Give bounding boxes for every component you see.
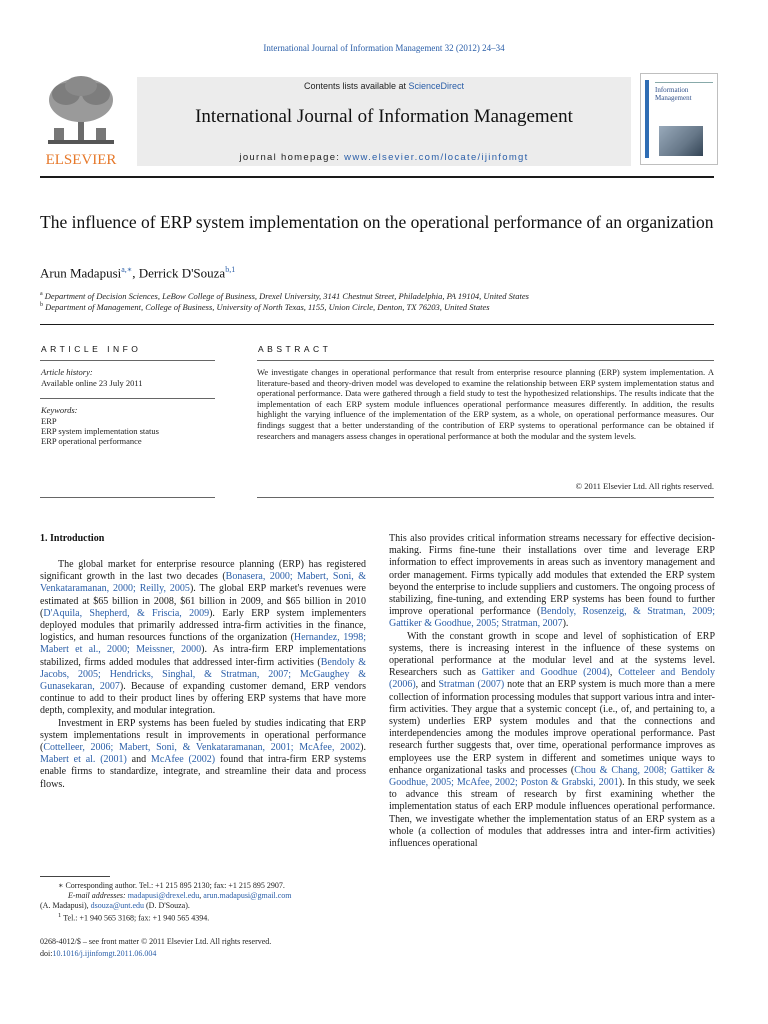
body-paragraph [389, 533, 715, 631]
body-column-right [389, 533, 715, 850]
author-affiliation-marks[interactable]: a,∗ [121, 265, 133, 274]
footnote-mark: ∗ [58, 881, 64, 890]
elsevier-logo [40, 70, 122, 168]
svg-text:ELSEVIER: ELSEVIER [45, 152, 117, 168]
citation-link[interactable]: Stratman (2007) [438, 679, 505, 691]
email-link[interactable]: arun.madapusi@gmail.com [203, 891, 292, 900]
homepage-link[interactable]: www.elsevier.com/locate/ijinfomgt [344, 152, 529, 163]
history-value: Available online 23 July 2011 [41, 378, 143, 388]
contents-prefix: Contents lists available at [303, 81, 409, 91]
doi-line [40, 949, 156, 958]
body-text: With the constant growth in scope and level of sophistication of ERP systems, there is increasing interest in the influence of these systems on operational performance at the modular level and at the systems level. Researchers such as [389, 630, 715, 679]
body-text: This also provides critical information streams necessary for effective decision-making. Firms fine-tune their installations over time and leverage ERP information to effect improvements in areas such as inventory management and order management. Firms typically add modules that extended the ERP system beyond the enterprise to include suppliers and customers. The ongoing process of stabilizing, fine-tuning, and extending ERP systems has been found to further improve operational performance ( [389, 533, 715, 618]
body-column-left [40, 559, 366, 791]
author-name: Arun Madapusi [40, 265, 122, 281]
body-text: and [126, 754, 151, 766]
email-link[interactable]: dsouza@unt.edu [90, 901, 145, 910]
author-initials: (D. D'Souza). [144, 901, 190, 910]
citation-link[interactable]: Gattiker and Goodhue (2004) [481, 667, 610, 679]
doi-prefix: doi: [40, 949, 53, 958]
journal-homepage-line [137, 152, 631, 163]
article-info-rule [40, 360, 215, 361]
citation-link[interactable]: Cottelleer, 2006; Mabert, Soni, & Venkataramanan, 2001; McAfee, 2002 [43, 742, 361, 754]
article-info-heading: ARTICLE INFO [41, 344, 142, 354]
footnote-text: Corresponding author. Tel.: +1 215 895 2130; fax: +1 215 895 2907. [65, 881, 285, 890]
body-text: , [609, 667, 619, 679]
author-affiliation-marks[interactable]: b,1 [225, 265, 236, 274]
article-info-rule [40, 497, 215, 498]
affiliation-text: Department of Management, College of Business, University of North Texas, 1155, Union Circle, Denton, TX 76203, United States [45, 302, 490, 312]
citation-link[interactable]: Bendoly, Rosenzeig, & Stratman, 2009; Gattiker & Goodhue, 2005; Stratman, 2007 [389, 606, 715, 630]
cover-title [655, 86, 715, 102]
journal-title: International Journal of Information Management [195, 106, 573, 127]
journal-cover-thumbnail [640, 73, 718, 165]
author-separator: , [132, 265, 139, 281]
abstract-text: We investigate changes in operational performance that result from enterprise resource planning (ERP) system implementation. A literature-based and theory-driven model was developed to examine the relationship between ERP system implementation status and operational performance. Data were gathered through a field study to test the hypothesized relationships. The results indicate that the implementation of each ERP system module influences operational performance measures differently. In addition, the results highlight the varying influence of the implementation of the ERP system, as a whole, on operational performance measures. Our findings suggest that a better understanding of the contribution of ERP systems to operational performance can be obtained if researchers and managers assess changes in operational performance at both the modular and the system levels. [257, 367, 714, 441]
doi-link[interactable]: 10.1016/j.ijinfomgt.2011.06.004 [52, 949, 157, 958]
header-rule [40, 176, 714, 178]
citation-link[interactable]: Hernandez, 1998; Mabert et al., 2000; Meissner, 2000 [40, 632, 366, 656]
body-text: ). As intra-firm ERP implementations stabilized, firms added modules that addressed inter-firm activities ( [40, 644, 366, 668]
cover-rule [655, 82, 713, 83]
citation-link[interactable]: McAfee (2002) [150, 754, 216, 766]
author-list [40, 265, 235, 281]
homepage-prefix: journal homepage: [239, 152, 345, 163]
journal-reference[interactable]: International Journal of Information Management 32 (2012) 24–34 [263, 43, 505, 53]
affiliation-a [40, 291, 529, 301]
body-text: ). [360, 742, 366, 754]
paper-title: The influence of ERP system implementation on the operational performance of an organization [40, 212, 714, 232]
title-rule [40, 324, 714, 325]
abstract-copyright: © 2011 Elsevier Ltd. All rights reserved. [575, 481, 714, 491]
email-label: E-mail addresses: [68, 891, 126, 900]
citation-link[interactable]: Bendoly & Jacobs, 2005; Hendricks, Singhal, & Stratman, 2007; McGaughey & Gunasekaran, 2007 [40, 656, 366, 693]
keyword-item: ERP system implementation status [41, 426, 159, 436]
issn-line: 0268-4012/$ – see front matter © 2011 Elsevier Ltd. All rights reserved. [40, 937, 272, 946]
body-text: ). Because of expanding customer demand, ERP vendors continue to add to their product lines by offering ERP systems that have more depth, complexity, and modular integration. [40, 681, 366, 717]
footnote-rule [40, 876, 110, 877]
section-heading-introduction: 1. Introduction [40, 533, 105, 544]
body-text: Investment in ERP systems has been fueled by studies indicating that ERP system implementations result in improvements in operational performance ( [40, 717, 366, 754]
affiliation-b [40, 302, 490, 312]
cover-title-line-1: Information [655, 86, 689, 94]
keyword-item: ERP [41, 416, 57, 426]
contents-available-line [137, 81, 631, 91]
keywords-label: Keywords: [41, 405, 78, 415]
author-name: Derrick D'Souza [138, 265, 226, 281]
cover-title-line-2: Management [655, 94, 692, 102]
footnote-text: Tel.: +1 940 565 3168; fax: +1 940 565 4394. [63, 913, 210, 923]
affiliation-mark: b [40, 302, 43, 309]
abstract-rule [257, 497, 714, 498]
sciencedirect-link[interactable]: ScienceDirect [408, 81, 465, 91]
body-text: found that intra-firm ERP systems enable firms to standardize, integrate, and streamline their data and process flows. [40, 754, 366, 790]
body-text: ). [562, 618, 569, 630]
body-text: ). Early ERP system implementers deployed modules that primarily addressed intra-firm activities in the finance, logistics, and human resources functions of the organization ( [40, 607, 366, 644]
article-info-rule [40, 398, 215, 399]
affiliation-text: Department of Decision Sciences, LeBow College of Business, Drexel University, 3141 Chestnut Street, Philadelphia, PA 19104, United States [44, 291, 529, 301]
body-text: note that an ERP system is much more than a mere collection of information processing modules that support various intra and inter-firm activities. They argue that a systemic concept (i.e., of, and pertaining to, a system) underlies ERP system modules and that the connections and interdependencies among the modules improve operational performance. Past research further suggests that, over time, operational performance improves as employees use the ERP system in different and sometimes unique ways to enhance organizational tasks and processes ( [389, 679, 715, 776]
keyword-item: ERP operational performance [41, 436, 142, 446]
abstract-rule [257, 360, 714, 361]
citation-link[interactable]: Cotteleer and Bendoly (2006) [389, 667, 715, 691]
body-text: ). The global ERP market's revenues were estimated at $65 billion in 2008, $61 billion in 2009, and $65 billion in 2010 ( [40, 583, 366, 619]
email-link[interactable]: madapusi@drexel.edu [127, 891, 200, 900]
body-paragraph [389, 631, 715, 851]
body-text: , and [415, 679, 439, 691]
citation-link[interactable]: Bonasera, 2000; Mabert, Soni, & Venkataramanan, 2000; Reilly, 2005 [40, 571, 366, 595]
body-paragraph [40, 559, 366, 718]
history-label: Article history: [41, 367, 93, 377]
body-paragraph [40, 718, 366, 791]
body-text: The global market for enterprise resource planning (ERP) has registered significant growth in the last two decades ( [40, 559, 366, 583]
abstract-heading: ABSTRACT [258, 344, 332, 354]
author-initials: (A. Madapusi), [40, 901, 91, 910]
cover-bar [645, 80, 649, 158]
cover-image [659, 126, 703, 156]
body-text: ). In this study, we seek to advance this stream of research by first examining whether the implementation status of each ERP module influences operational performance. Then, we investigate whether the implementation status of an ERP system as a whole (a collection of modules that addresses intra and inter-firm activities) influences operational [389, 777, 715, 850]
footnote-mark: 1 [58, 912, 62, 919]
footnote-corresponding-author: ∗ Corresponding author. Tel.: +1 215 895 2130; fax: +1 215 895 2907. E-mail addresses: madapusi@drexel.edu, arun.madapusi@gmail.com (A. Madapusi), dsouza@unt.edu (D. D'Souza). $^1$ Tel.: +1 940 565 3168; fax: +1 940 565 4394. [40, 881, 292, 923]
affiliation-mark: a [40, 291, 43, 298]
citation-link[interactable]: Chou & Chang, 2008; Gattiker & Goodhue, 2005; McAfee, 2002; Poston & Grabski, 2001 [389, 764, 715, 789]
citation-link[interactable]: Mabert et al. (2001) [40, 754, 127, 766]
citation-link[interactable]: D'Aquila, Shepherd, & Friscia, 2009 [43, 607, 210, 619]
